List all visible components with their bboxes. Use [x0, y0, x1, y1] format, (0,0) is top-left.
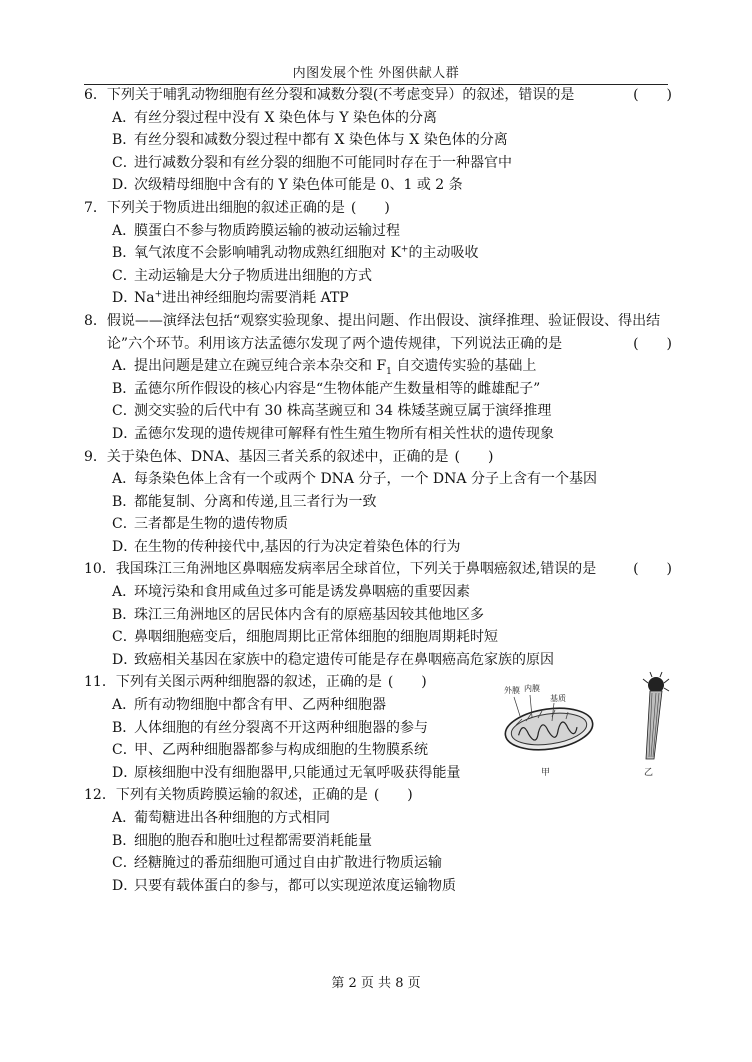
- question-stem: [84, 310, 672, 355]
- label-inner-membrane: 内膜: [524, 684, 540, 694]
- question-stem: [84, 84, 672, 107]
- option-a: A．每条染色体上含有一个或两个 DNA 分子，一个 DNA 分子上含有一个基因: [112, 471, 597, 488]
- option-a: A．所有动物细胞中都含有甲、乙两种细胞器: [112, 697, 386, 714]
- question-stem: [84, 197, 672, 220]
- option-c: C．三者都是生物的遗传物质: [112, 516, 288, 533]
- centrosome-illustration: [643, 672, 669, 778]
- question-12: [84, 784, 672, 897]
- question-number: 11．: [84, 674, 116, 691]
- option-a: A．葡萄糖进出各种细胞的方式相同: [112, 810, 330, 826]
- label-jia: 甲: [541, 768, 551, 779]
- answer-bracket: ( ): [387, 674, 427, 691]
- option-b: B．细胞的胞吞和胞吐过程都需要消耗能量: [112, 832, 372, 849]
- option-c: C．经糖腌过的番茄细胞可通过自由扩散进行物质运输: [112, 855, 442, 872]
- answer-bracket: ( ): [633, 561, 672, 578]
- label-yi: 乙: [644, 768, 654, 779]
- option-b: B．有丝分裂和减数分裂过程中都有 X 染色体与 X 染色体的分离: [112, 132, 508, 149]
- option-a: A．环境污染和食用咸鱼过多可能是诱发鼻咽癌的重要因素: [112, 584, 470, 601]
- organelle-figure: [494, 671, 684, 779]
- option-b: B．都能复制、分离和传递,且三者行为一致: [112, 493, 377, 510]
- option-b: B．人体细胞的有丝分裂离不开这两种细胞器的参与: [112, 719, 428, 736]
- page-header: 内图发展个性 外图供献人群: [84, 62, 668, 85]
- option-c: C．测交实验的后代中有 30 株高茎豌豆和 34 株矮茎豌豆属于演绎推理: [112, 403, 552, 420]
- label-matrix: 基质: [550, 694, 566, 704]
- question-9: [84, 446, 672, 559]
- option-a: A．有丝分裂过程中没有 X 染色体与 Y 染色体的分离: [112, 109, 438, 126]
- question-stem: [84, 558, 672, 581]
- option-d: D．只要有载体蛋白的参与，都可以实现逆浓度运输物质: [112, 877, 456, 894]
- question-list: [84, 84, 672, 897]
- answer-bracket: ( ): [454, 448, 494, 465]
- option-a: A．提出问题是建立在豌豆纯合亲本杂交和 $F_1$ 自交遗传实验的基础上: [112, 358, 537, 377]
- option-b: B．珠江三角洲地区的居民体内含有的原癌基因较其他地区多: [112, 606, 484, 623]
- option-d: D．次级精母细胞中含有的 Y 染色体可能是 0、1 或 2 条: [112, 177, 463, 194]
- answer-bracket: ( ): [350, 199, 390, 216]
- option-d: D．原核细胞中没有细胞器甲,只能通过无氧呼吸获得能量: [112, 764, 461, 781]
- question-number: 6．: [84, 87, 107, 103]
- option-d: D．致癌相关基因在家族中的稳定遗传可能是存在鼻咽癌高危家族的原因: [112, 651, 554, 668]
- question-text: 我国珠江三角洲地区鼻咽癌发病率居全球首位，下列关于鼻咽癌叙述,错误的是: [115, 561, 597, 578]
- mitochondrion-illustration: [503, 683, 596, 778]
- option-d: D．在生物的传种接代中,基因的行为决定着染色体的行为: [112, 538, 461, 555]
- option-a: A．膜蛋白不参与物质跨膜运输的被动运输过程: [112, 222, 400, 239]
- page-footer: 第 2 页 共 8 页: [331, 976, 421, 991]
- question-10: [84, 558, 672, 671]
- option-c: C．鼻咽细胞癌变后，细胞周期比正常体细胞的细胞周期耗时短: [112, 629, 498, 646]
- option-c: C．甲、乙两种细胞器都参与构成细胞的生物膜系统: [112, 742, 428, 759]
- question-number: 7．: [84, 199, 107, 216]
- answer-bracket: ( ): [633, 87, 672, 103]
- answer-bracket: ( ): [373, 787, 413, 804]
- option-c: C．进行减数分裂和有丝分裂的细胞不可能同时存在于一种器官中: [112, 154, 512, 171]
- question-number: 10．: [84, 561, 116, 578]
- option-d: D．孟德尔发现的遗传规律可解释有性生殖生物所有相关性状的遗传现象: [112, 425, 554, 442]
- question-number: 9．: [84, 448, 107, 465]
- question-11: [84, 671, 672, 784]
- answer-bracket: ( ): [633, 335, 672, 352]
- option-d: D．Na+进出神经细胞均需要消耗 ATP: [112, 289, 349, 307]
- question-stem: [84, 446, 672, 469]
- question-text: 下列关于物质进出细胞的叙述正确的是: [106, 199, 345, 216]
- label-outer-membrane: 外膜: [504, 686, 520, 696]
- question-text: 下列有关图示两种细胞器的叙述，正确的是: [115, 674, 382, 691]
- option-b: B．氧气浓度不会影响哺乳动物成熟红细胞对 K+的主动吸收: [112, 244, 479, 262]
- question-number: 12．: [84, 787, 116, 804]
- option-b: B．孟德尔所作假设的核心内容是“生物体能产生数量相等的雌雄配子”: [112, 380, 541, 397]
- question-text: 假说——演绎法包括“观察实验现象、提出问题、作出假设、演绎推理、验证假设、得出结论”六个环节。利用该方法孟德尔发现了两个遗传规律，下列说法正确的是: [106, 312, 661, 352]
- question-7: [84, 197, 672, 310]
- question-text: 关于染色体、DNA、基因三者关系的叙述中，正确的是: [106, 448, 449, 465]
- question-8: [84, 310, 672, 446]
- option-c: C．主动运输是大分子物质进出细胞的方式: [112, 267, 372, 284]
- question-number: 8．: [84, 312, 107, 329]
- question-6: [84, 84, 672, 197]
- question-text: 下列关于哺乳动物细胞有丝分裂和减数分裂(不考虑变异）的叙述，错误的是: [106, 87, 575, 103]
- question-text: 下列有关物质跨膜运输的叙述，正确的是: [115, 787, 368, 804]
- question-stem: [84, 784, 672, 807]
